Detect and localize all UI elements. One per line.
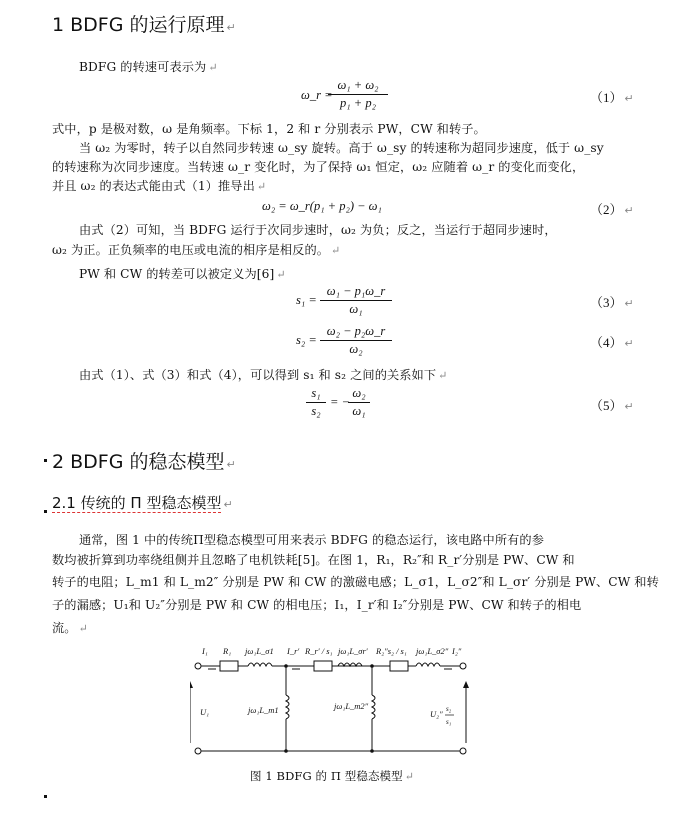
label-Ir: I_r′ xyxy=(287,646,300,656)
subsection-title: 2.1 传统的 Π 型稳态模型 xyxy=(52,494,222,512)
eq5-number: （5） ↵ xyxy=(590,398,634,413)
intro-text: BDFG 的转速可表示为 xyxy=(79,60,207,74)
eq5-left-denominator: s₂ xyxy=(311,404,321,418)
para-line-3: 的转速称为次同步速度。当转速 ω_r 变化时，为了保持 ω₁ 恒定，ω₂ 应随着 ω_r 的变化而变化， xyxy=(52,160,585,174)
label-jwL2: jω₁L_σ2″ xyxy=(416,646,449,656)
label-jwLr: jω₁L_σr′ xyxy=(338,646,368,656)
para-line-6: ω₂ 为正。正负频率的电压或电流的相序是相反的。 ↵ xyxy=(52,243,341,257)
eq5-equals: = − xyxy=(330,395,350,409)
eq1-fraction xyxy=(328,78,388,111)
para-line-7: PW 和 CW 的转差可以被定义为[6] ↵ xyxy=(79,267,286,281)
eq5-right-fraction xyxy=(348,386,370,419)
label-Lm1: jω₁L_m1 xyxy=(248,705,279,715)
label-U2-frac-den: s₁ xyxy=(446,718,452,726)
eq3-number: （3） ↵ xyxy=(590,295,634,310)
eq1-lhs: ω_r = xyxy=(301,88,333,102)
section1-heading xyxy=(52,10,236,37)
eq3-lhs: s₁ = xyxy=(296,293,317,307)
para-line-1: 式中，p 是极对数，ω 是角频率。下标 1，2 和 r 分别表示 PW，CW 和转子。 xyxy=(52,122,486,136)
label-Rr-s1: R_r′ / s₁ xyxy=(305,646,333,656)
label-U1: U₁ xyxy=(200,707,210,717)
label-I1: I₁ xyxy=(202,646,208,656)
section2-heading: 2 BDFG 的稳态模型 ↵ xyxy=(52,451,236,473)
para2-line-5: 流。 ↵ xyxy=(52,621,88,635)
eq4-lhs: s₂ = xyxy=(296,333,317,347)
eq3-denominator: ω₁ xyxy=(349,302,363,316)
subsection-heading: 2.1 传统的 Π 型稳态模型 ↵ xyxy=(52,494,233,512)
para-line-2: 当 ω₂ 为零时，转子以自然同步转速 ω_sy 旋转。高于 ω_sy 的转速称为超同步速度，低于 ω_sy xyxy=(79,141,604,155)
label-R1: R₁ xyxy=(223,646,232,656)
label-jwL1: jω₁L_σ1 xyxy=(245,646,274,656)
para-line-4: 并且 ω₂ 的表达式能由式（1）推导出 ↵ xyxy=(52,179,267,193)
section2-title: 2 BDFG 的稳态模型 xyxy=(52,451,225,473)
section1-title: 1 BDFG 的运行原理 xyxy=(52,14,225,36)
para2-line-1: 通常，图 1 中的传统Π型稳态模型可用来表示 BDFG 的稳态运行，该电路中所有的参 xyxy=(79,533,544,547)
eq3-fraction xyxy=(320,284,392,317)
eq4-denominator: ω₂ xyxy=(349,342,363,356)
eq4-number: （4） ↵ xyxy=(590,335,634,350)
para-line-8: 由式（1）、式（3）和式（4），可以得到 s₁ 和 s₂ 之间的关系如下 ↵ xyxy=(79,368,448,382)
eq5-right-numerator: ω₂ xyxy=(352,386,366,400)
eq3-numerator: ω₁ − p₁ω_r xyxy=(326,284,386,298)
paragraph-mark: ↵ xyxy=(208,61,218,74)
eq1-denominator: p₁ + p₂ xyxy=(340,96,376,110)
label-Lm2: jω₁L_m2″ xyxy=(334,701,369,711)
para-line-5: 由式（2）可知，当 BDFG 运行于次同步速时，ω₂ 为负；反之，当运行于超同步速时， xyxy=(79,223,557,237)
label-R2s2-s1: R₂″s₂ / s₁ xyxy=(376,646,407,656)
figure-caption-text: 图 1 BDFG 的 Π 型稳态模型 xyxy=(250,769,403,783)
label-U2-frac-num: s₂ xyxy=(446,705,452,713)
para2-line-2: 数均被折算到功率绕组侧并且忽略了电机铁耗[5]。在图 1，R₁，R₂″和 R_r′分别是 PW、CW 和 xyxy=(52,553,575,567)
eq5-right-denominator: ω₁ xyxy=(352,404,366,418)
para2-line-4: 子的漏感；U₁和 U₂″分别是 PW 和 CW 的相电压；I₁，I_r′和 I₂″分别是 PW、CW 和转子的相电 xyxy=(52,598,582,612)
figure-caption: 图 1 BDFG 的 Π 型稳态模型 ↵ xyxy=(250,769,415,783)
intro-line xyxy=(79,58,218,75)
list-bullet xyxy=(44,795,47,798)
eq1-numerator: ω₁ + ω₂ xyxy=(337,78,379,92)
paragraph-mark: ↵ xyxy=(226,21,236,34)
para2-line-3: 转子的电阻；L_m1 和 L_m2″ 分别是 PW 和 CW 的激磁电感；L_σ1，L_σ2″和 L_σr′ 分别是 PW、CW 和转 xyxy=(52,575,659,589)
eq2-number: （2） ↵ xyxy=(590,202,634,217)
label-U2: U₂″ xyxy=(430,709,443,719)
eq4-numerator: ω₂ − p₂ω_r xyxy=(326,324,386,338)
eq4-fraction xyxy=(320,324,392,357)
list-bullet xyxy=(44,510,47,513)
list-bullet xyxy=(44,459,47,462)
eq1-number: （1） ↵ xyxy=(590,90,634,105)
pi-model-circuit-diagram xyxy=(190,643,480,765)
eq2: ω₂ = ω_r(p₁ + p₂) − ω₁ xyxy=(262,199,382,213)
label-I2: I₂″ xyxy=(452,646,462,656)
eq5-left-fraction xyxy=(306,386,326,419)
eq5-left-numerator: s₁ xyxy=(311,386,321,400)
